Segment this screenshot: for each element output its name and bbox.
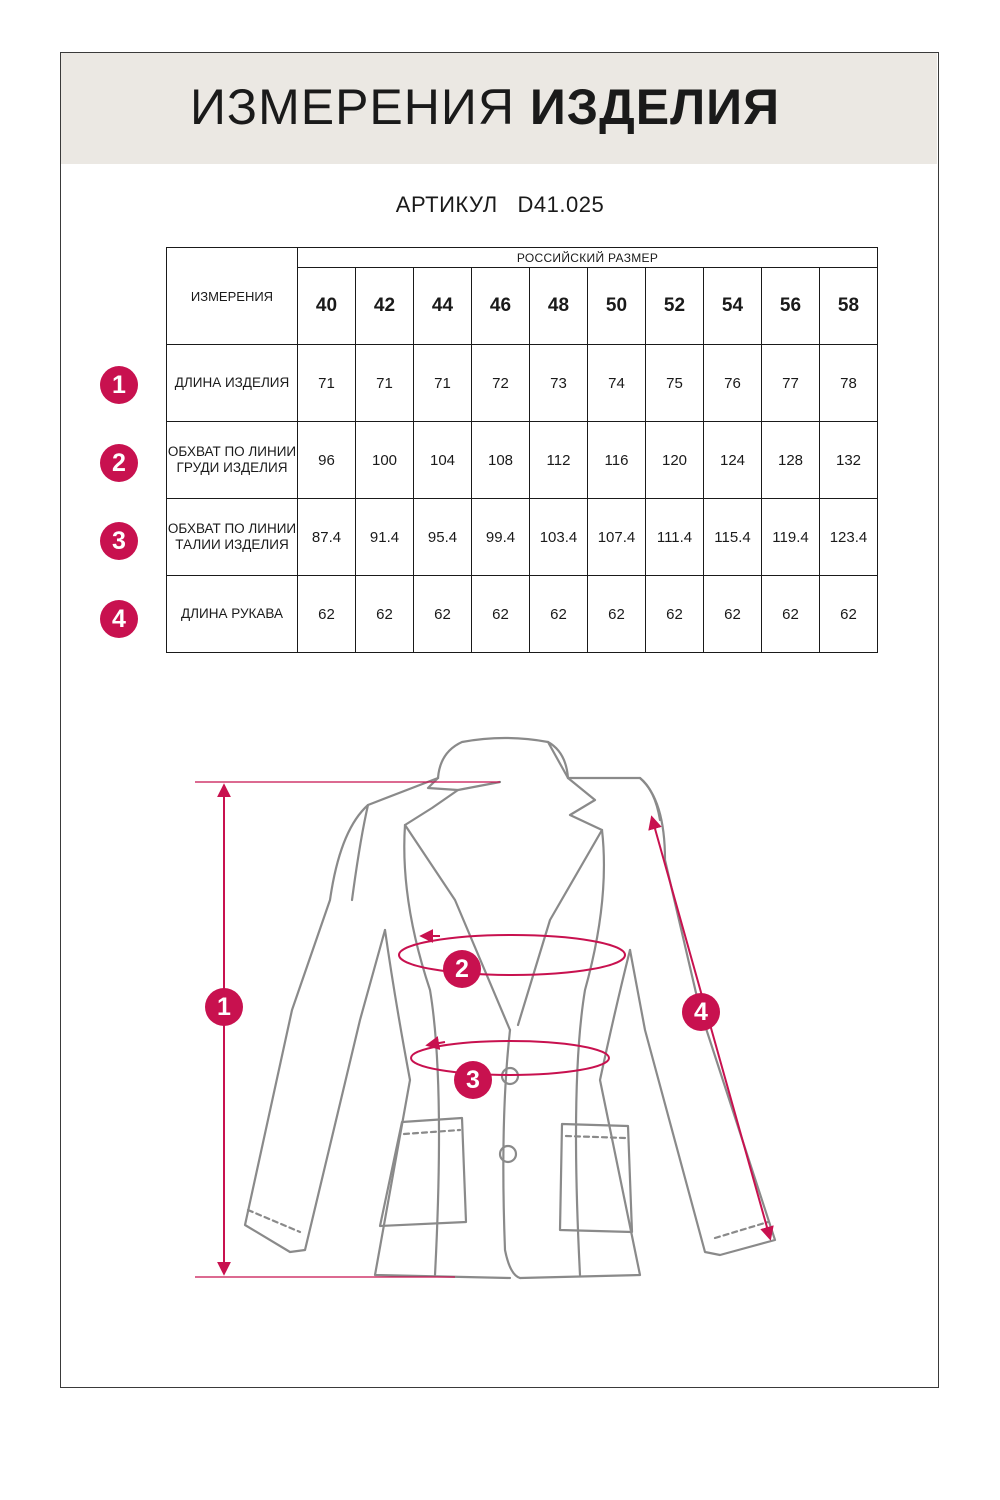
table-cell: 62 [704,576,762,653]
row-badge-4: 4 [100,600,138,638]
table-cell: 62 [820,576,878,653]
table-cell: 62 [356,576,414,653]
table-cell: 76 [704,345,762,422]
left-collar-edge [458,782,500,790]
left-pocket-stitch [404,1130,460,1134]
table-cell: 132 [820,422,878,499]
waist-ellipse [411,1041,609,1075]
table-cell: 72 [472,345,530,422]
table-cell: 62 [472,576,530,653]
table-cell: 78 [820,345,878,422]
row-badge-1: 1 [100,366,138,404]
table-cell: 71 [414,345,472,422]
row-badge-3: 3 [100,522,138,560]
table-cell: 96 [298,422,356,499]
size-header: 44 [414,268,472,345]
row-badge-2: 2 [100,444,138,482]
diagram-badge-2: 2 [443,950,481,988]
table-cell: 124 [704,422,762,499]
table-cell: 91.4 [356,499,414,576]
table-cell: 120 [646,422,704,499]
table-cell: 107.4 [588,499,646,576]
left-sleeve [245,805,385,1252]
diagram-badge-4: 4 [682,993,720,1031]
table-cell: 108 [472,422,530,499]
table-cell: 74 [588,345,646,422]
row-label: ДЛИНА РУКАВА [167,576,298,653]
table-cell: 95.4 [414,499,472,576]
row-label: ДЛИНА ИЗДЕЛИЯ [167,345,298,422]
table-cell: 103.4 [530,499,588,576]
table-cell: 100 [356,422,414,499]
table-cell: 115.4 [704,499,762,576]
table-cell: 99.4 [472,499,530,576]
row-label: ОБХВАТ ПО ЛИНИИ ГРУДИ ИЗДЕЛИЯ [167,422,298,499]
size-header: 48 [530,268,588,345]
right-body-side [520,950,640,1278]
right-princess-seam [576,830,604,1275]
left-lapel [405,778,510,1030]
table-cell: 112 [530,422,588,499]
table-cell: 62 [762,576,820,653]
chest-ellipse [399,935,625,975]
title-bold: ИЗДЕЛИЯ [529,79,781,135]
right-cuff-stitch [715,1222,768,1238]
table-cell: 119.4 [762,499,820,576]
title-light: ИЗМЕРЕНИЯ [189,79,515,135]
size-header: 52 [646,268,704,345]
corner-label: ИЗМЕРЕНИЯ [167,248,298,345]
article-label: АРТИКУЛ [395,192,498,217]
row-label: ОБХВАТ ПО ЛИНИИ ТАЛИИ ИЗДЕЛИЯ [167,499,298,576]
table-cell: 62 [588,576,646,653]
table-cell: 128 [762,422,820,499]
table-cell: 62 [530,576,588,653]
left-cuff-stitch [248,1210,300,1232]
size-header: 46 [472,268,530,345]
table-cell: 62 [646,576,704,653]
diagram-badge-1: 1 [205,988,243,1026]
table-cell: 71 [298,345,356,422]
measurement-lines [195,782,770,1277]
table-cell: 104 [414,422,472,499]
table-cell: 62 [298,576,356,653]
table-cell: 75 [646,345,704,422]
size-header: 50 [588,268,646,345]
table-cell: 62 [414,576,472,653]
size-group-header: РОССИЙСКИЙ РАЗМЕР [298,248,878,268]
table-cell: 73 [530,345,588,422]
size-header: 40 [298,268,356,345]
table-cell: 116 [588,422,646,499]
table-cell: 111.4 [646,499,704,576]
table-cell: 77 [762,345,820,422]
table-cell: 87.4 [298,499,356,576]
diagram-badge-3: 3 [454,1061,492,1099]
table-cell: 123.4 [820,499,878,576]
size-header: 42 [356,268,414,345]
article-code: D41.025 [517,192,605,217]
size-header: 58 [820,268,878,345]
right-lapel [518,778,602,1025]
left-shoulder [352,778,438,900]
size-header: 56 [762,268,820,345]
size-header: 54 [704,268,762,345]
table-cell: 71 [356,345,414,422]
